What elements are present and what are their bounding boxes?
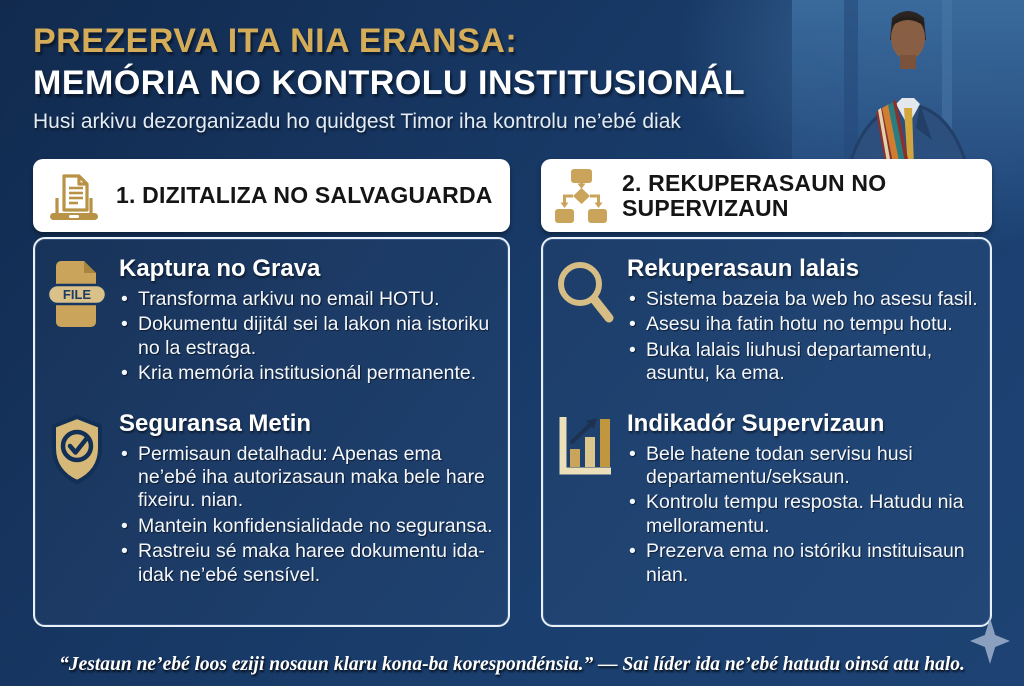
section-title-rekuperasaun: Rekuperasaun lalais bbox=[627, 255, 860, 282]
seguransa-bullet-list bbox=[119, 443, 500, 587]
bullet-item: • Rastreiu sé maka haree dokumentu ida-idak ne’ebé sensível. bbox=[119, 540, 500, 587]
bullet-item: • Transforma arkivu no email HOTU. bbox=[119, 288, 500, 311]
rekuperasaun-bullet-list bbox=[627, 288, 982, 386]
bullet-item: • Buka lalais liuhusi departamentu, asuntu, ka ema. bbox=[627, 339, 982, 386]
header-block bbox=[33, 20, 745, 134]
bar-chart-icon bbox=[553, 410, 617, 589]
svg-text:FILE: FILE bbox=[62, 287, 92, 302]
magnifier-icon bbox=[553, 255, 617, 388]
shield-check-icon bbox=[45, 410, 109, 589]
page-title-line1: PREZERVA ITA NIA ERANSA: bbox=[33, 22, 518, 60]
section-title-indikador: Indikadór Supervizaun bbox=[627, 409, 885, 437]
bullet-item: • Prezerva ema no istóriku instituisaun nian. bbox=[627, 540, 982, 587]
scanner-document-icon bbox=[45, 168, 103, 224]
page-subtitle: Husi arkivu dezorganizadu ho quidgest Timor iha kontrolu ne’ebé diak bbox=[33, 110, 681, 133]
card2-header bbox=[541, 159, 992, 232]
file-document-icon bbox=[45, 255, 109, 388]
bullet-item: • Dokumentu dijitál sei la lakon nia istoriku no la estraga. bbox=[119, 313, 500, 360]
bullet-item: • Mantein konfidensialidade no seguransa. bbox=[119, 515, 500, 538]
section-title-kaptura: Kaptura no Grava bbox=[119, 255, 321, 282]
bullet-item: • Kria memória institusionál permanente. bbox=[119, 362, 500, 385]
card1-body bbox=[33, 237, 510, 627]
bullet-item: • Bele hatene todan servisu husi departamentu/seksaun. bbox=[627, 443, 982, 490]
section-title-seguransa: Seguransa Metin bbox=[119, 409, 312, 437]
footer-quote: “Jestaun ne’ebé loos eziji nosaun klaru kona-ba korespondénsia.” — Sai líder ida ne’ebé hatudu oinsá atu halo. bbox=[59, 654, 965, 675]
bullet-item: • Asesu iha fatin hotu no tempu hotu. bbox=[627, 313, 982, 336]
indikador-bullet-list bbox=[627, 443, 982, 587]
bullet-item: • Sistema bazeia ba web ho asesu fasil. bbox=[627, 288, 982, 311]
section-rekuperasaun bbox=[553, 255, 982, 388]
card1-title: 1. DIZITALIZA NO SALVAGUARDA bbox=[116, 182, 493, 209]
card-digitize-safeguard bbox=[33, 159, 510, 627]
bullet-item: • Kontrolu tempu resposta. Hatudu nia melloramentu. bbox=[627, 491, 982, 538]
card2-body bbox=[541, 237, 992, 627]
section-seguransa bbox=[45, 410, 500, 589]
page-title-line2: MEMÓRIA NO KONTROLU INSTITUSIONÁL bbox=[33, 64, 746, 102]
section-kaptura bbox=[45, 255, 500, 388]
card-retrieval-supervision bbox=[541, 159, 992, 627]
bullet-item: • Permisaun detalhadu: Apenas ema ne’ebé iha autorizasaun maka bele hare fixeiru. nian. bbox=[119, 443, 500, 513]
card1-header bbox=[33, 159, 510, 232]
kaptura-bullet-list bbox=[119, 288, 500, 386]
card2-title: 2. REKUPERASAUN NO SUPERVIZAUN bbox=[622, 170, 887, 221]
flowchart-icon bbox=[553, 167, 609, 225]
section-indikador bbox=[553, 410, 982, 589]
